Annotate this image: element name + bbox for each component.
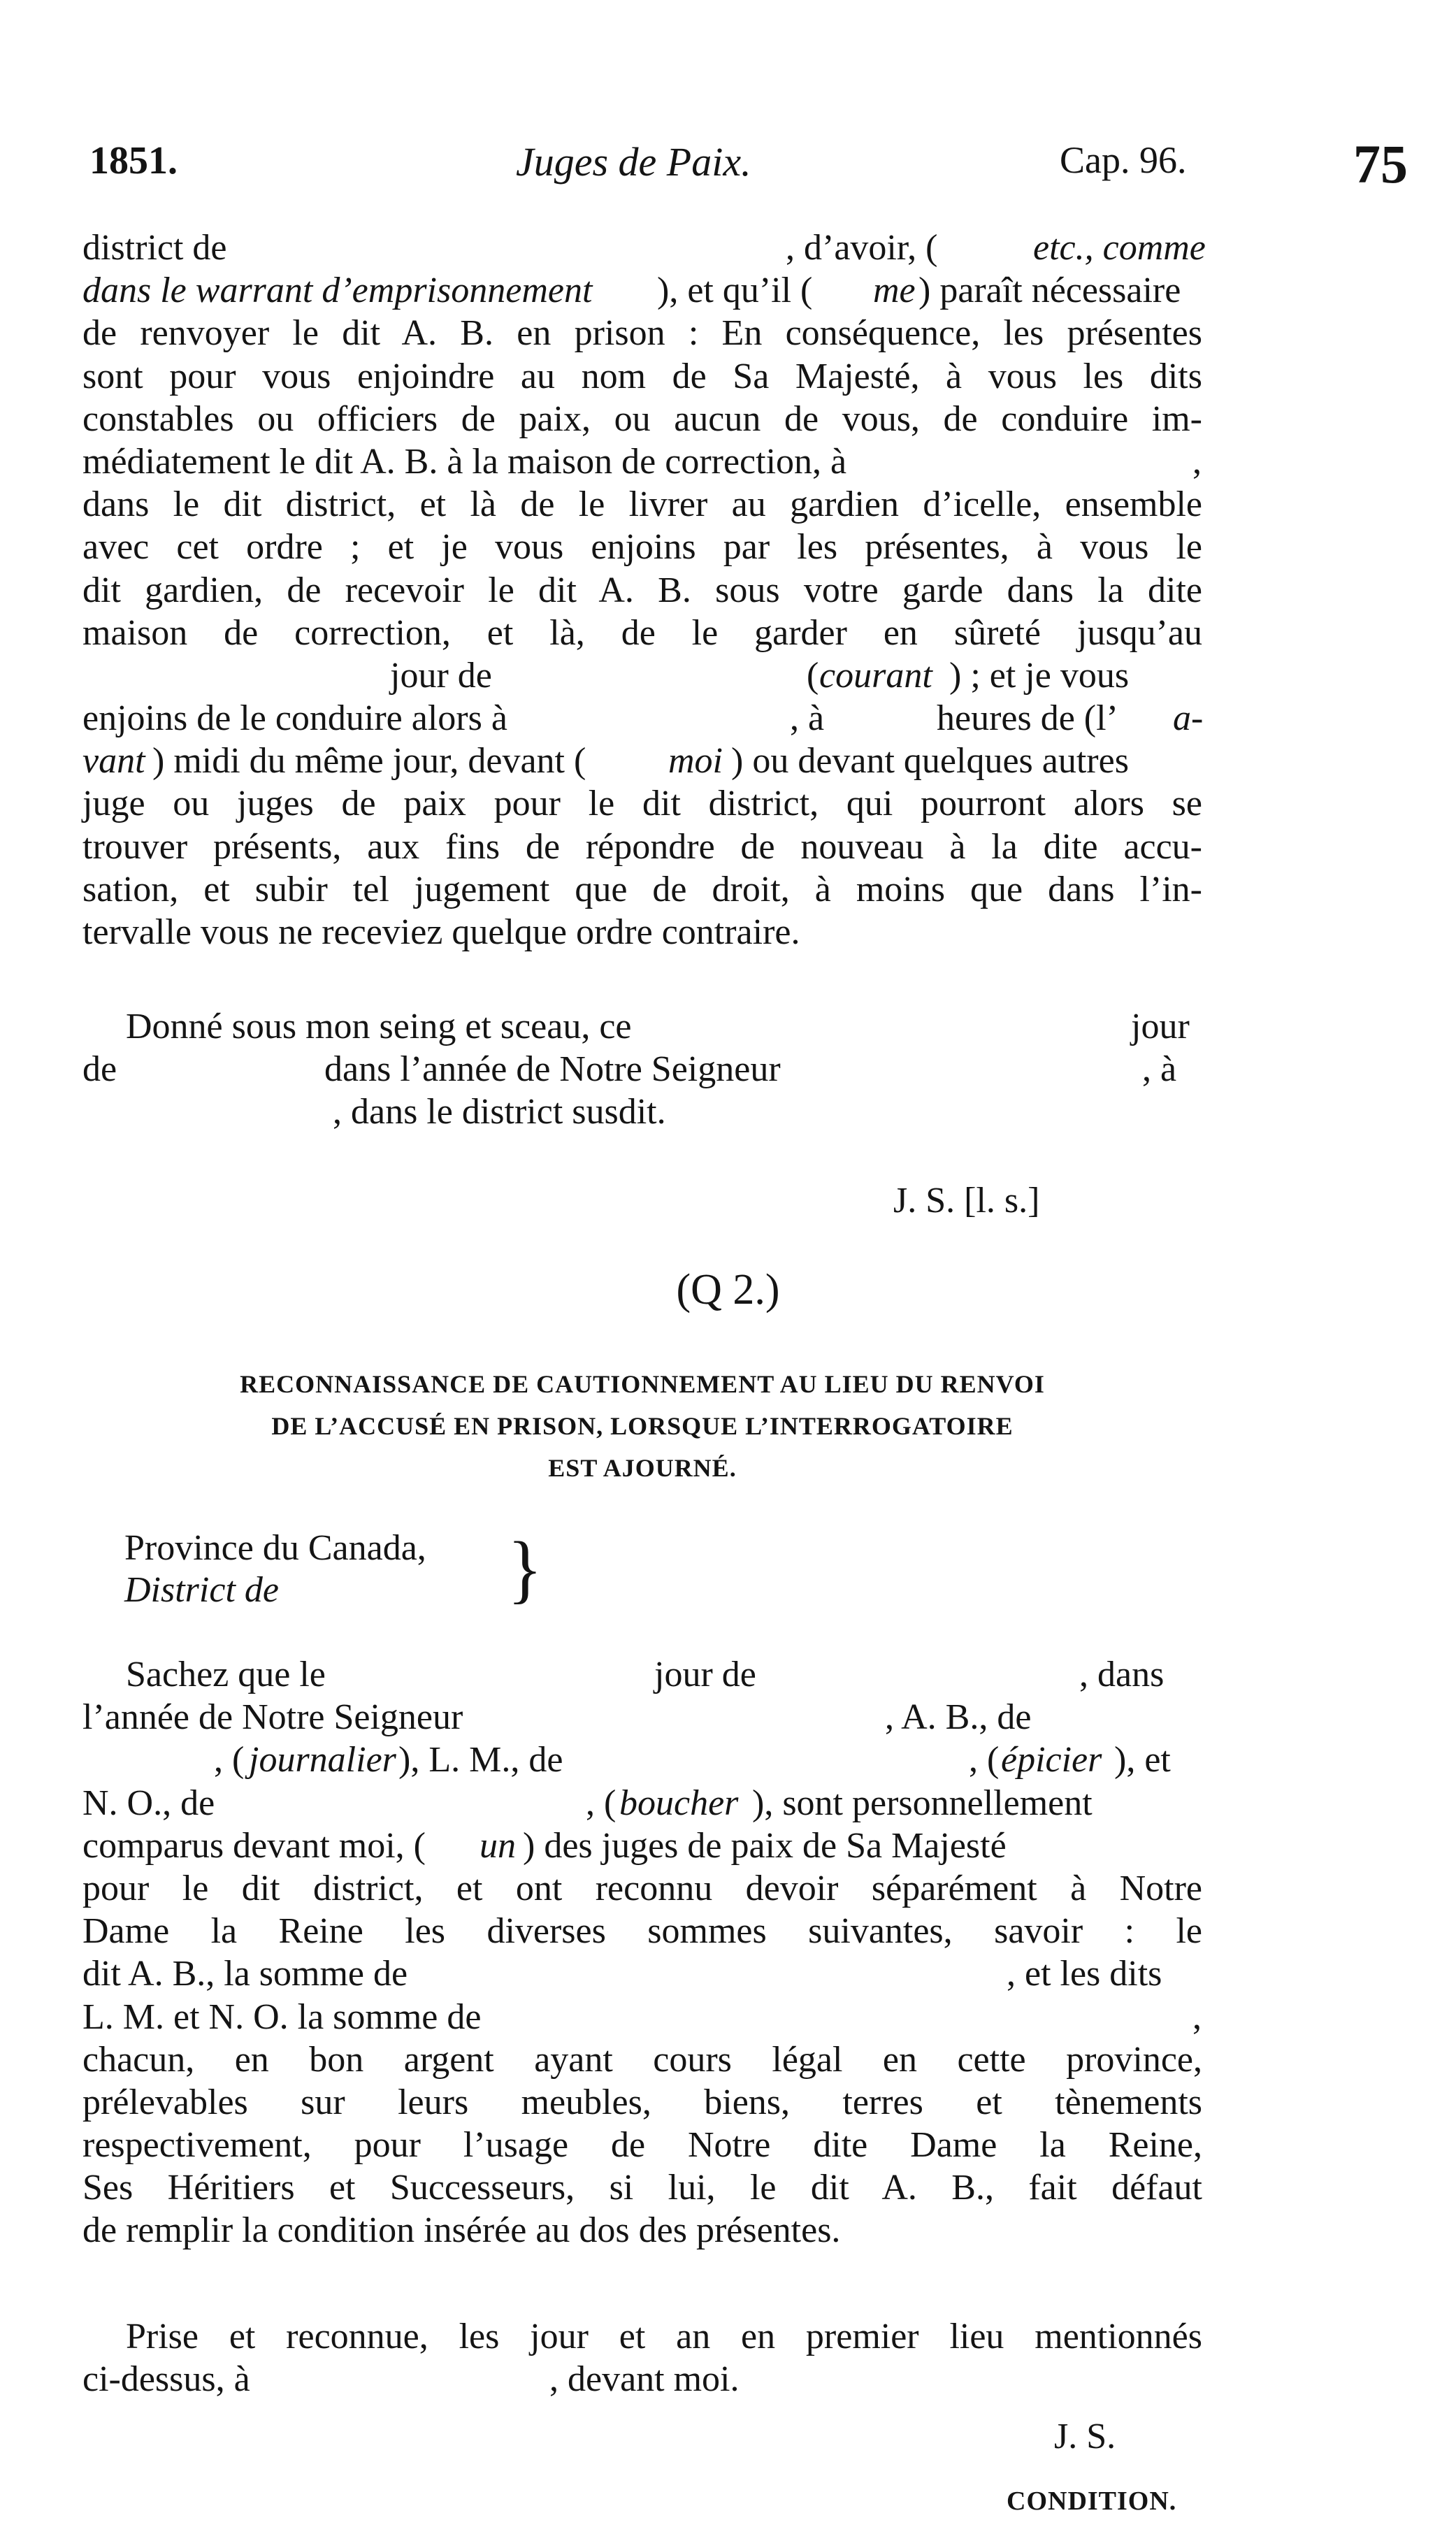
text-line xyxy=(82,1824,1202,1867)
text-segment: heures de (l’ xyxy=(937,698,1118,739)
district-line: District de xyxy=(124,1570,279,1610)
text-segment: L. M. et N. O. la somme de xyxy=(82,1996,482,2037)
text-line xyxy=(82,1696,1202,1739)
text-segment: comparus devant moi, ( xyxy=(82,1825,426,1866)
text-line: dans le dit district, et là de le livrer au gardien d’icelle, ensemble xyxy=(82,484,1202,525)
text-line: de remplir la condition insérée au dos des présentes. xyxy=(82,2210,841,2251)
text-segment: dit A. B., la somme de xyxy=(82,1954,408,1994)
warrant-continuation-paragraph xyxy=(82,226,1206,953)
text-line xyxy=(82,1653,1202,1696)
province-district-block xyxy=(124,1527,542,1611)
text-segment: , xyxy=(1192,441,1202,482)
text-line: dit gardien, de recevoir le dit A. B. sous votre garde dans la dite xyxy=(82,570,1202,610)
text-segment: N. O., de xyxy=(82,1783,215,1823)
text-line xyxy=(82,1996,1202,2038)
text-line: Dame la Reine les diverses sommes suivantes, savoir : le xyxy=(82,1911,1202,1952)
text-segment-italic: dans le warrant d’emprisonnement xyxy=(82,271,593,311)
text-segment-italic: boucher xyxy=(619,1783,739,1823)
text-segment: , ( xyxy=(214,1740,245,1780)
text-segment: , devant moi. xyxy=(549,2359,740,2400)
text-line: juge ou juges de paix pour le dit district, qui pourront alors se xyxy=(82,784,1202,824)
text-line xyxy=(82,226,1206,269)
province-line: Province du Canada, xyxy=(124,1528,426,1568)
text-line: tervalle vous ne receviez quelque ordre contraire. xyxy=(82,912,800,952)
heading-line: RECONNAISSANCE DE CAUTIONNEMENT AU LIEU DU RENVOI xyxy=(240,1370,1045,1398)
text-segment-italic: etc., comme xyxy=(1033,228,1206,268)
text-segment-italic: épicier xyxy=(1001,1740,1102,1780)
text-line: Ses Héritiers et Successeurs, si lui, le dit A. B., fait défaut xyxy=(82,2168,1202,2208)
text-line: pour le dit district, et ont reconnu devoir séparément à Notre xyxy=(82,1868,1202,1908)
page-number: 75 xyxy=(1353,134,1408,194)
text-line: sont pour vous enjoindre au nom de Sa Majesté, à vous les dits xyxy=(82,356,1202,396)
heading-line: DE L’ACCUSÉ EN PRISON, LORSQUE L’INTERROGATOIRE xyxy=(271,1412,1014,1440)
text-segment: jour de xyxy=(390,655,492,696)
text-line: jour de ( courant ) ; et je vous xyxy=(82,654,1202,697)
header-title: Juges de Paix. xyxy=(516,139,751,185)
text-line: chacun, en bon argent ayant cours légal en cette province, xyxy=(82,2039,1202,2080)
text-segment-italic: me xyxy=(873,271,916,311)
text-segment-italic: courant xyxy=(819,655,932,696)
text-segment: ), et qu’il ( xyxy=(657,271,813,311)
text-line: prélevables sur leurs meubles, biens, terres et tènements xyxy=(82,2082,1202,2122)
text-segment: , dans xyxy=(1079,1655,1165,1694)
text-segment: ) des juges de paix de Sa Majesté xyxy=(523,1825,1007,1866)
text-line: maison de correction, et là, de le garder en sûreté jusqu’au xyxy=(82,612,1202,653)
text-line: Prise et reconnue, les jour et an en premier lieu mentionnés xyxy=(126,2317,1202,2356)
text-segment: l’année de Notre Seigneur xyxy=(82,1697,463,1738)
text-line: trouver présents, aux fins de répondre de nouveau à la dite accu- xyxy=(82,826,1202,867)
text-segment-italic: vant xyxy=(82,741,145,782)
text-segment: jour de xyxy=(654,1655,756,1694)
brace-glyph: } xyxy=(507,1527,542,1611)
heading-line: EST AJOURNÉ. xyxy=(548,1454,737,1482)
text-segment: enjoins de le conduire alors à xyxy=(82,698,507,739)
text-segment: ci-dessus, à xyxy=(82,2359,250,2400)
text-segment: ), L. M., de xyxy=(398,1740,563,1780)
text-segment: ) ou devant quelques autres xyxy=(731,741,1129,782)
text-segment: district de xyxy=(82,228,227,268)
text-segment: , ( xyxy=(586,1783,617,1823)
text-segment-italic: journalier xyxy=(249,1740,396,1780)
text-segment: , à xyxy=(790,698,825,739)
form-heading xyxy=(82,1363,1202,1489)
text-segment-italic: un xyxy=(480,1825,516,1866)
header-year: 1851. xyxy=(89,139,178,182)
text-segment: ) midi du même jour, devant ( xyxy=(152,741,586,782)
text-line xyxy=(82,2358,1202,2401)
given-under-seal-paragraph xyxy=(82,1005,1202,1134)
text-segment: , à xyxy=(1142,1049,1177,1090)
text-segment: Sachez que le xyxy=(126,1655,326,1694)
text-segment: médiatement le dit A. B. à la maison de correction, à xyxy=(82,441,847,482)
text-segment: , dans le district susdit. xyxy=(333,1092,666,1132)
signature-js: J. S. xyxy=(1054,2417,1116,2456)
text-line xyxy=(82,1952,1202,1995)
text-segment: ), sont personnellement xyxy=(752,1783,1093,1823)
text-line xyxy=(82,697,1202,740)
text-line: avec cet ordre ; et je vous enjoins par les présentes, à vous le xyxy=(82,527,1202,568)
condition-label: CONDITION. xyxy=(1007,2486,1177,2516)
text-line: de renvoyer le dit A. B. en prison : En conséquence, les présentes xyxy=(82,313,1202,354)
text-line: respectivement, pour l’usage de Notre dite Dame la Reine, xyxy=(82,2125,1202,2166)
acknowledgement-paragraph xyxy=(82,2315,1202,2401)
signature-js-ls: J. S. [l. s.] xyxy=(893,1181,1040,1221)
page-header xyxy=(89,134,1408,208)
text-segment: , ( xyxy=(969,1740,1000,1780)
text-line xyxy=(82,740,1202,782)
text-line xyxy=(82,1782,1202,1824)
text-line xyxy=(82,1091,1202,1133)
section-label: (Q 2.) xyxy=(676,1266,780,1313)
text-segment-italic: a- xyxy=(1173,698,1204,739)
text-line: sation, et subir tel jugement que de droit, à moins que dans l’in- xyxy=(82,869,1202,909)
text-segment: ) ; et je vous xyxy=(949,655,1130,696)
text-segment: de xyxy=(82,1049,117,1090)
text-line xyxy=(82,1739,1202,1781)
text-segment: Donné sous mon seing et sceau, ce xyxy=(126,1007,632,1046)
header-chapter: Cap. 96. xyxy=(1060,139,1187,181)
text-segment-italic: moi xyxy=(668,741,723,782)
text-segment: dans l’année de Notre Seigneur xyxy=(324,1049,781,1090)
recognizance-paragraph xyxy=(82,1653,1202,2252)
text-segment: , et les dits xyxy=(1007,1954,1162,1994)
text-line xyxy=(82,440,1202,483)
text-segment: , A. B., de xyxy=(885,1697,1032,1738)
text-segment: , d’avoir, ( xyxy=(786,228,938,268)
text-segment: ), et xyxy=(1114,1740,1171,1780)
text-line: constables ou officiers de paix, ou aucun de vous, de conduire im- xyxy=(82,398,1202,439)
text-segment: jour xyxy=(1131,1007,1190,1046)
text-line xyxy=(82,269,1202,312)
text-segment: ) paraît nécessaire xyxy=(918,271,1181,311)
text-line xyxy=(82,1048,1202,1091)
text-segment: , xyxy=(1192,1996,1202,2037)
text-line xyxy=(82,1005,1202,1048)
